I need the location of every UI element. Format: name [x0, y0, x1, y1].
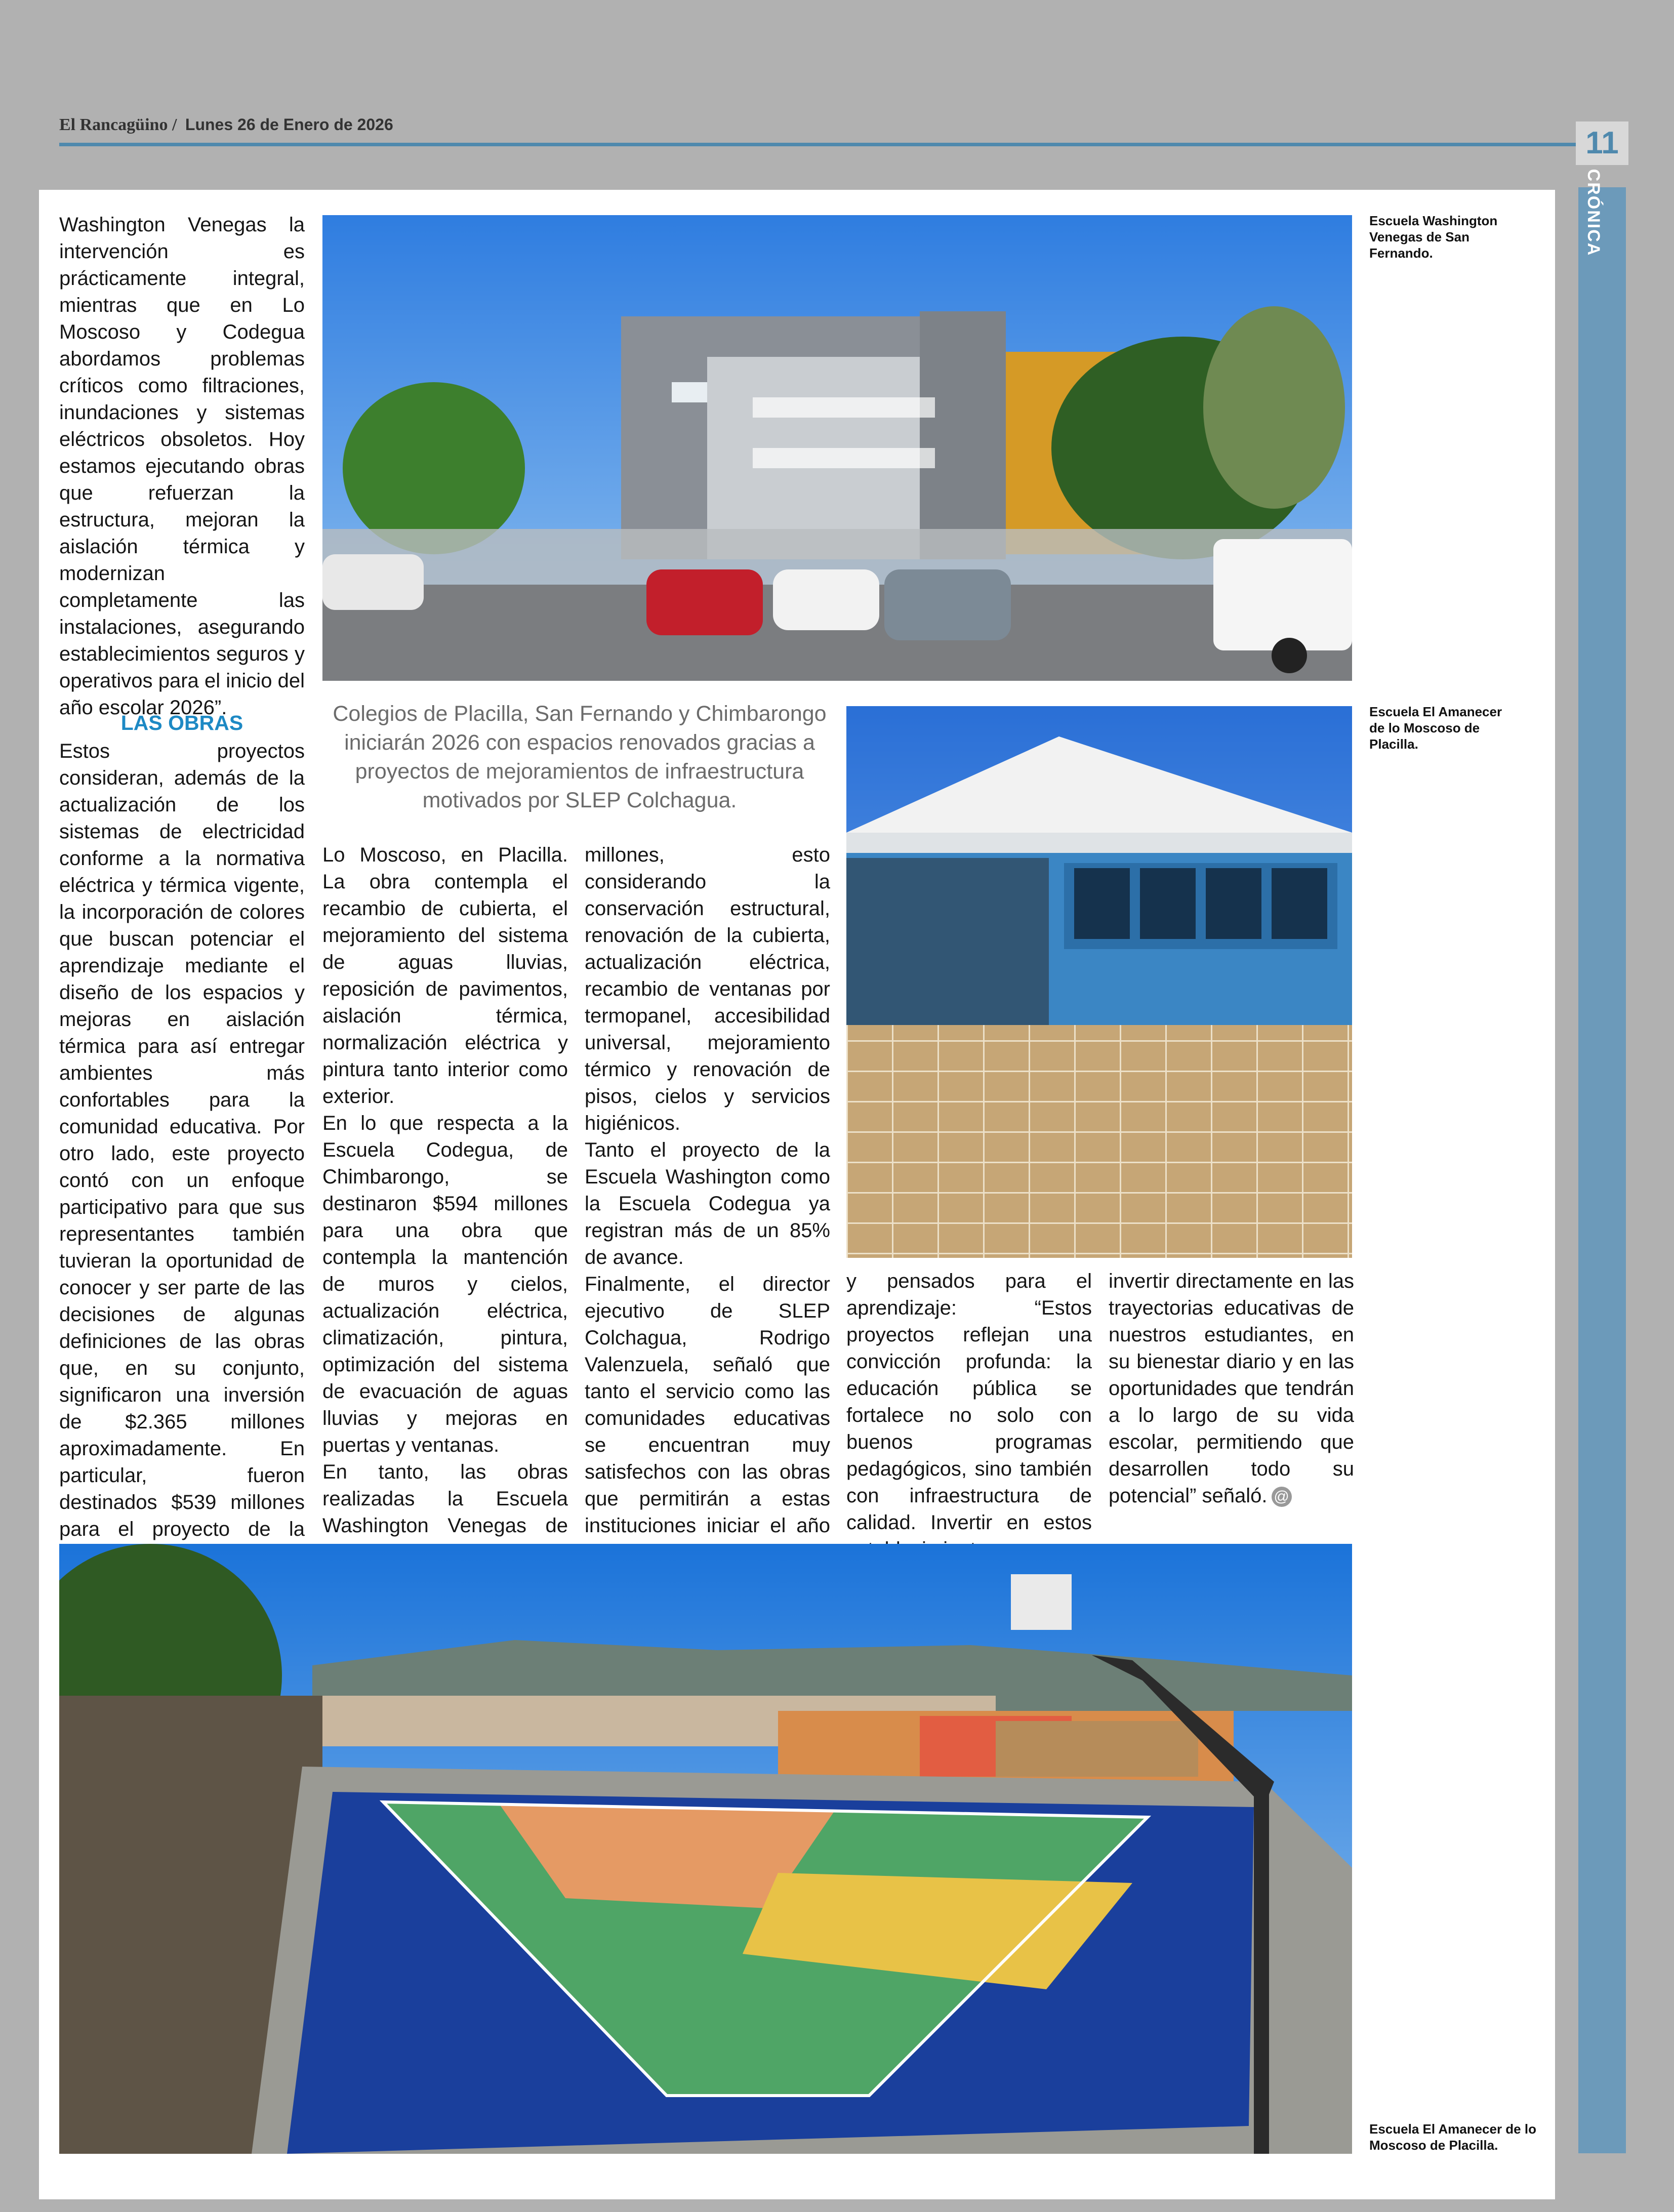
body-column-1: Estos proyectos consideran, además de la actualización de los sistemas de electricidad conforme a la normativa eléctrica y térmica vigente, la incorporación de colores que buscan potenciar el aprendizaje mediante el diseño de los espacios y mejoras en aislación térmica para así entregar ambientes más confortables para la comunidad educativa. Por otro lado, este proyecto contó con un enfoque participativo para que sus representantes también tuvieran la oportunidad de conocer y ser parte de las decisiones de algunas definiciones de las obras que, en su conjunto, significaron una inversión de $2.365 millones aproximadamente. En particular, fueron destinados $539 millones para el proyecto de la [59, 740, 305, 1540]
body-column-5 [1109, 1268, 1354, 1509]
caption-photo-3: Escuela El Amanecer de lo Moscoso de Placilla. [1369, 2121, 1536, 2153]
article-deck: Colegios de Placilla, San Fernando y Chimbarongo iniciarán 2026 con espacios renovados gracias a proyectos de mejoramientos de infraestructura motivados por SLEP Colchagua. [333, 702, 827, 812]
paragraph: Finalmente, el director ejecutivo de SLEP Colchagua, Rodrigo Valenzuela, señaló que tanto el servicio como las comunidades educativas se encuentran muy satisfechos con las obras que permitirán a estas instituciones iniciar el año [585, 1273, 830, 1537]
end-of-article-icon: @ [1272, 1487, 1292, 1507]
body-column-2 [322, 842, 568, 1620]
photo-sports-court [59, 1544, 1352, 2154]
masthead [59, 115, 393, 135]
paragraph: En tanto, las obras realizadas la Escuela Washington Venegas de [322, 1461, 568, 1537]
publication-date: Lunes 26 de Enero de 2026 [185, 115, 393, 134]
photo-school-patio [846, 706, 1352, 1258]
paragraph: Tanto el proyecto de la Escuela Washington como la Escuela Codegua ya registran más de un 85% de avance. [585, 1139, 830, 1268]
page-number: 11 [1576, 121, 1628, 165]
paragraph: millones, esto considerando la conservación estructural, renovación de la cubierta, actualización eléctrica, recambio de ventanas por termopanel, accesibilidad universal, mejoramiento térmico y renovación de pisos, cielos y servicios higiénicos. [585, 844, 830, 1134]
caption-photo-2: Escuela El Amanecer de lo Moscoso de Placilla. [1369, 704, 1502, 752]
publication-name: El Rancagüino / [59, 115, 177, 134]
intro-column: Washington Venegas la intervención es prácticamente integral, mientras que en Lo Moscoso y Codegua abordamos problemas críticos como filtraciones, inundaciones y sistemas eléctricos obsoletos. Hoy estamos ejecutando obras que refuerzan la estructura, mejoran la aislación térmica y modernizan completamente las instalaciones, asegurando establecimientos seguros y operativos para el inicio del año escolar 2026”. [59, 214, 305, 719]
header-rule [59, 143, 1578, 146]
paragraph: invertir directamente en las trayectorias educativas de nuestros estudiantes, en su bienestar diario y en las oportunidades que tendrán a lo largo de su vida escolar, permitiendo que desarrollen todo su potencial” señaló. [1109, 1270, 1354, 1507]
photo-school-building [322, 215, 1352, 681]
body-column-4: y pensados para el aprendizaje: “Estos proyectos reflejan una convicción profunda: la educación pública se fortalece no solo con buenos programas pedagógicos, sino también con infraestructura de calidad. Invertir en estos [846, 1270, 1092, 1534]
section-label: CRÓNICA [1584, 169, 1603, 257]
paragraph: Lo Moscoso, en Placilla. La obra contempla el recambio de cubierta, el mejoramiento del sistema de aguas lluvias, reposición de pavimentos, aislación térmica, normalización eléctrica y pintura tanto interior como exterior. [322, 844, 568, 1108]
body-column-3 [585, 842, 830, 1593]
caption-photo-1: Escuela Washington Venegas de San Fernando. [1369, 213, 1498, 261]
section-heading: LAS OBRAS [120, 711, 243, 734]
section-band [1578, 187, 1626, 2153]
paragraph: En lo que respecta a la Escuela Codegua, de Chimbarongo, se destinaron $594 millones para una obra que contempla la mantención de muros y cielos, actualización eléctrica, climatización, pintura, optimización del sistema de evacuación de aguas lluvias y mejoras en puertas y ventanas. [322, 1112, 568, 1456]
